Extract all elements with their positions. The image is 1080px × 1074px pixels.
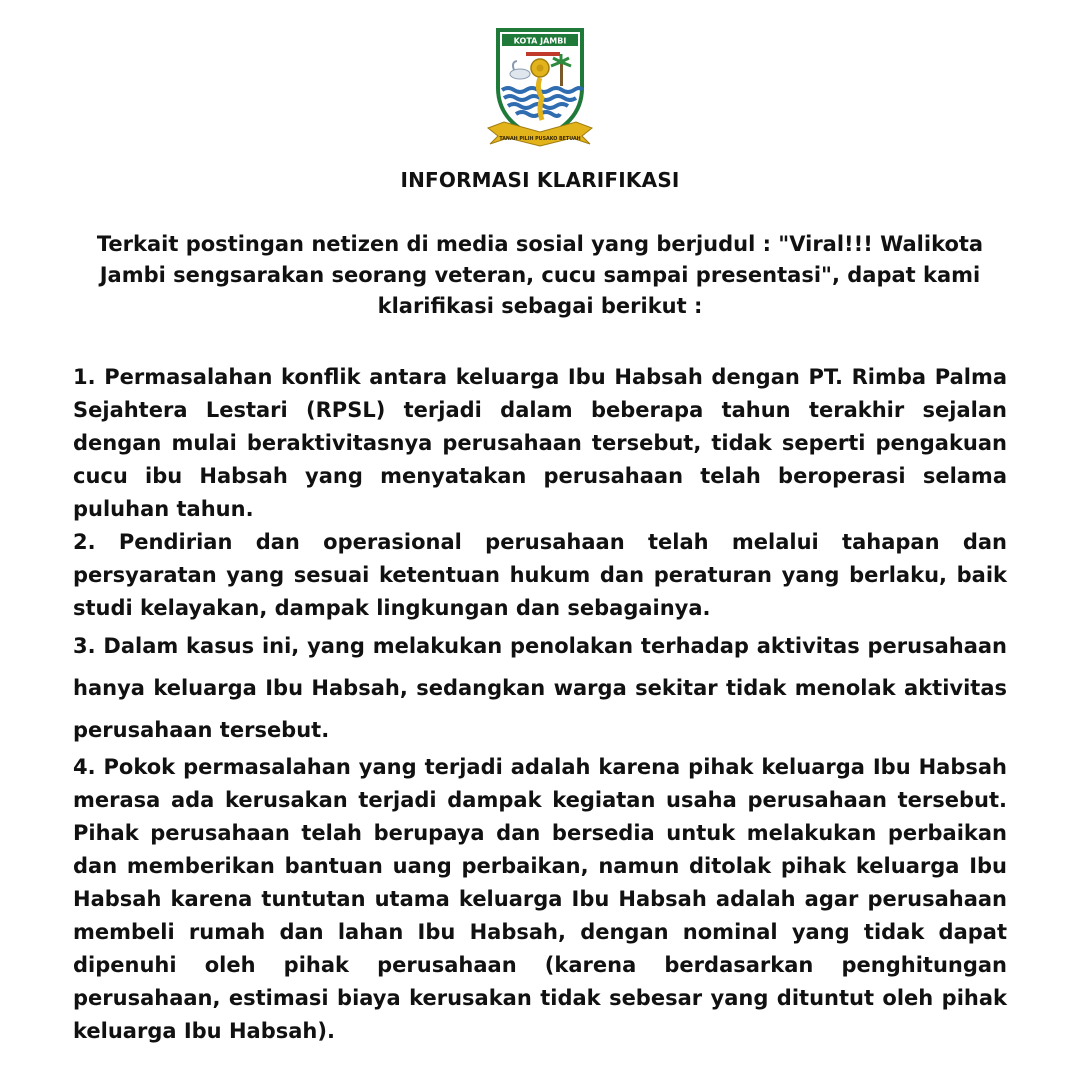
clarification-point-3: 3. Dalam kasus ini, yang melakukan penolakan terhadap aktivitas perusahaan hanya keluarga Ibu Habsah, sedangkan warga sekitar tidak menolak aktivitas perusahaan tersebut. (73, 634, 1007, 742)
svg-text:TANAH PILIH PUSAKO BETUAH: TANAH PILIH PUSAKO BETUAH (499, 137, 581, 142)
clarification-list (73, 361, 1007, 1048)
clarification-point-2: 2. Pendirian dan operasional perusahaan telah melalui tahapan dan persyaratan yang sesuai ketentuan hukum dan peraturan yang berlaku, baik studi kelayakan, dampak lingkungan dan sebagainya. (73, 530, 1007, 620)
page-title: INFORMASI KLARIFIKASI (400, 168, 680, 192)
intro-paragraph: Terkait postingan netizen di media sosial yang berjudul : "Viral!!! Walikota Jambi sengsarakan seorang veteran, cucu sampai presentasi", dapat kami klarifikasi sebagai berikut : (96, 232, 984, 318)
svg-text:KOTA JAMBI: KOTA JAMBI (513, 36, 567, 46)
clarification-point-4: 4. Pokok permasalahan yang terjadi adalah karena pihak keluarga Ibu Habsah merasa ada kerusakan terjadi dampak kegiatan usaha perusahaan tersebut. Pihak perusahaan telah berupaya dan bersedia untuk melakukan perbaikan dan memberikan bantuan uang perbaikan, namun ditolak pihak keluarga Ibu Habsah karena tuntutan utama keluarga Ibu Habsah adalah agar perusahaan membeli rumah dan lahan Ibu Habsah, dengan nominal yang tidak dapat dipenuhi oleh pihak perusahaan (karena berdasarkan penghitungan perusahaan, estimasi biaya kerusakan tidak sebesar yang dituntut oleh pihak keluarga Ibu Habsah). (73, 755, 1007, 1043)
clarification-point-1: 1. Permasalahan konflik antara keluarga Ibu Habsah dengan PT. Rimba Palma Sejahtera Lestari (RPSL) terjadi dalam beberapa tahun terakhir sejalan dengan mulai beraktivitasnya perusahaan tersebut, tidak seperti pengakuan cucu ibu Habsah yang menyatakan perusahaan telah beroperasi selama puluhan tahun. (73, 365, 1007, 521)
emblem-icon (486, 26, 594, 150)
kota-jambi-emblem (486, 26, 594, 150)
